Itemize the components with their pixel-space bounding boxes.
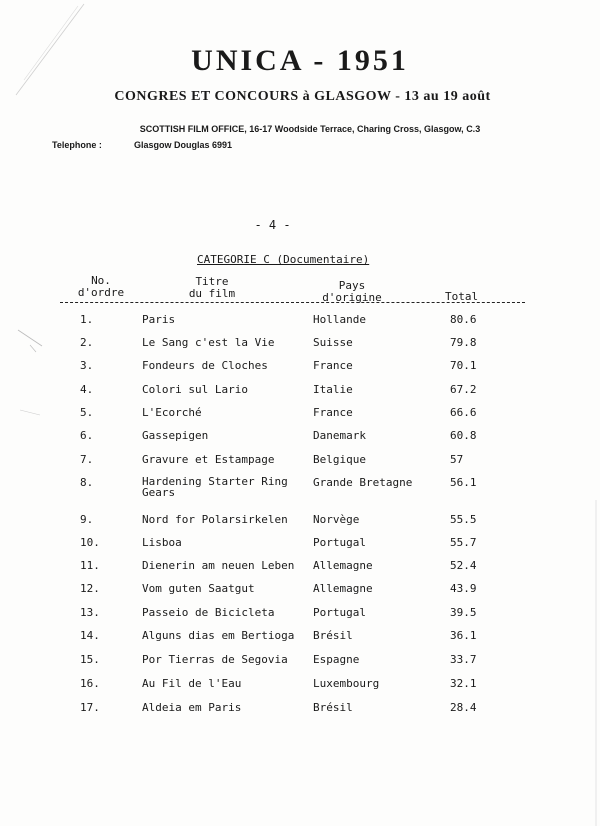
film-title: Au Fil de l'Eau bbox=[142, 677, 242, 690]
table-row bbox=[0, 476, 600, 500]
table-row bbox=[0, 406, 600, 430]
row-number: 2. bbox=[80, 336, 94, 349]
total-score: 57 bbox=[450, 453, 464, 466]
table-row bbox=[0, 536, 600, 560]
film-title: Gassepigen bbox=[142, 429, 209, 442]
row-number: 1. bbox=[80, 313, 94, 326]
table-row bbox=[0, 429, 600, 453]
column-header-pays-line1: Pays bbox=[338, 279, 366, 292]
country: Brésil bbox=[313, 629, 353, 642]
document-title: UNICA - 1951 bbox=[191, 44, 409, 77]
film-title: Dienerin am neuen Leben bbox=[142, 559, 295, 572]
category-heading: CATEGORIE C (Documentaire) bbox=[197, 253, 370, 266]
table-row bbox=[0, 701, 600, 725]
country: Luxembourg bbox=[313, 677, 380, 690]
film-title: Vom guten Saatgut bbox=[142, 582, 255, 595]
total-score: 33.7 bbox=[450, 653, 477, 666]
page-number: - 4 - bbox=[254, 218, 291, 232]
column-header-total: Total bbox=[445, 290, 479, 303]
film-title: Lisboa bbox=[142, 536, 182, 549]
country: Brésil bbox=[313, 701, 353, 714]
column-header-ordre-line1: No. bbox=[91, 274, 111, 287]
row-number: 8. bbox=[80, 476, 94, 489]
table-row bbox=[0, 383, 600, 407]
country: Danemark bbox=[313, 429, 366, 442]
total-score: 66.6 bbox=[450, 406, 477, 419]
country: Allemagne bbox=[313, 559, 373, 572]
country: Norvège bbox=[313, 513, 360, 526]
table-row bbox=[0, 677, 600, 701]
row-number: 5. bbox=[80, 406, 94, 419]
total-score: 70.1 bbox=[450, 359, 477, 372]
film-title: Alguns dias em Bertioga bbox=[142, 629, 295, 642]
country: Suisse bbox=[313, 336, 353, 349]
total-score: 79.8 bbox=[450, 336, 477, 349]
table-row bbox=[0, 559, 600, 583]
film-title: Nord for Polarsirkelen bbox=[142, 513, 288, 526]
total-score: 56.1 bbox=[450, 476, 477, 489]
table-row bbox=[0, 653, 600, 677]
total-score: 60.8 bbox=[450, 429, 477, 442]
film-title: L'Ecorché bbox=[142, 406, 202, 419]
film-title: Por Tierras de Segovia bbox=[142, 653, 288, 666]
row-number: 16. bbox=[80, 677, 100, 690]
table-row bbox=[0, 336, 600, 360]
row-number: 10. bbox=[80, 536, 100, 549]
film-title: Paris bbox=[142, 313, 176, 326]
country: Hollande bbox=[313, 313, 366, 326]
row-number: 6. bbox=[80, 429, 94, 442]
congress-subtitle: CONGRES ET CONCOURS à GLASGOW - 13 au 19 août bbox=[114, 89, 491, 104]
total-score: 55.7 bbox=[450, 536, 477, 549]
telephone-label: Telephone : bbox=[52, 140, 102, 150]
row-number: 9. bbox=[80, 513, 94, 526]
total-score: 32.1 bbox=[450, 677, 477, 690]
telephone-value: Glasgow Douglas 6991 bbox=[134, 140, 233, 150]
table-row bbox=[0, 513, 600, 537]
column-header-pays-line2: d'origine bbox=[322, 291, 382, 304]
total-score: 36.1 bbox=[450, 629, 477, 642]
total-score: 39.5 bbox=[450, 606, 477, 619]
total-score: 28.4 bbox=[450, 701, 477, 714]
row-number: 15. bbox=[80, 653, 100, 666]
row-number: 13. bbox=[80, 606, 100, 619]
film-title: Colori sul Lario bbox=[142, 383, 248, 396]
country: Espagne bbox=[313, 653, 360, 666]
row-number: 17. bbox=[80, 701, 100, 714]
total-score: 80.6 bbox=[450, 313, 477, 326]
table-row bbox=[0, 629, 600, 653]
country: Portugal bbox=[313, 606, 366, 619]
table-row bbox=[0, 313, 600, 337]
row-number: 11. bbox=[80, 559, 100, 572]
office-address: SCOTTISH FILM OFFICE, 16-17 Woodside Terrace, Charing Cross, Glasgow, C.3 bbox=[139, 124, 481, 134]
row-number: 4. bbox=[80, 383, 94, 396]
total-score: 55.5 bbox=[450, 513, 477, 526]
table-row bbox=[0, 606, 600, 630]
column-header-titre-line2: du film bbox=[188, 287, 236, 300]
film-title: Aldeia em Paris bbox=[142, 701, 242, 714]
film-title: Passeio de Bicicleta bbox=[142, 606, 275, 619]
country: Grande Bretagne bbox=[313, 476, 413, 489]
film-title: Le Sang c'est la Vie bbox=[142, 336, 275, 349]
table-row bbox=[0, 359, 600, 383]
column-header-ordre-line2: d'ordre bbox=[77, 286, 125, 299]
country: France bbox=[313, 406, 353, 419]
film-title: Hardening Starter Ring Gears bbox=[142, 475, 288, 499]
table-row bbox=[0, 453, 600, 477]
table-row bbox=[0, 582, 600, 606]
film-title: Fondeurs de Cloches bbox=[142, 359, 268, 372]
total-score: 43.9 bbox=[450, 582, 477, 595]
column-header-titre-line1: Titre bbox=[195, 275, 229, 288]
country: Portugal bbox=[313, 536, 366, 549]
row-number: 14. bbox=[80, 629, 100, 642]
country: Italie bbox=[313, 383, 353, 396]
row-number: 7. bbox=[80, 453, 94, 466]
row-number: 12. bbox=[80, 582, 100, 595]
total-score: 52.4 bbox=[450, 559, 477, 572]
film-title: Gravure et Estampage bbox=[142, 453, 275, 466]
country: Belgique bbox=[313, 453, 366, 466]
country: Allemagne bbox=[313, 582, 373, 595]
total-score: 67.2 bbox=[450, 383, 477, 396]
country: France bbox=[313, 359, 353, 372]
row-number: 3. bbox=[80, 359, 94, 372]
